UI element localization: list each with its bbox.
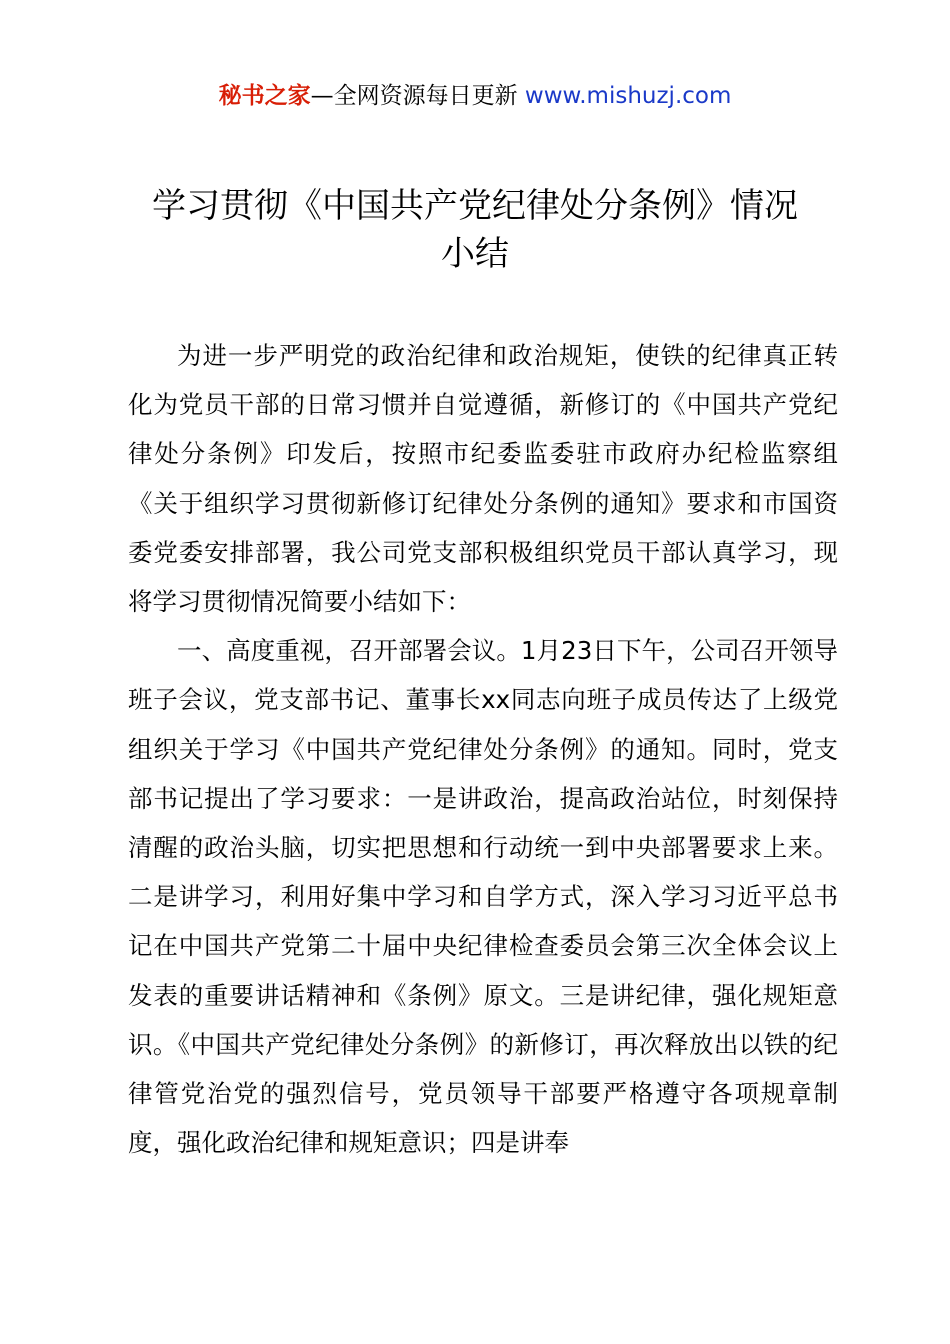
document-title (100, 182, 850, 278)
site-header (0, 78, 950, 114)
document-body (128, 331, 838, 1167)
paragraph-section-1: 一、高度重视，召开部署会议。1月23日下午，公司召开领导班子会议，党支部书记、董事长xx同志向班子成员传达了上级党组织关于学习《中国共产党纪律处分条例》的通知。同时，党支部书记提出了学习要求：一是讲政治，提高政治站位，时刻保持清醒的政治头脑，切实把思想和行动统一到中央部署要求上来。二是讲学习，利用好集中学习和自学方式，深入学习习近平总书记在中国共产党第二十届中央纪律检查委员会第三次全体会议上发表的重要讲话精神和《条例》原文。三是讲纪律，强化规矩意识。《中国共产党纪律处分条例》的新修订，再次释放出以铁的纪律管党治党的强烈信号，党员领导干部要严格遵守各项规章制度，强化政治纪律和规矩意识；四是讲奉 (128, 636, 838, 1158)
paragraph-intro: 为进一步严明党的政治纪律和政治规矩，使铁的纪律真正转化为党员干部的日常习惯并自觉遵循，新修订的《中国共产党纪律处分条例》印发后，按照市纪委监委驻市政府办纪检监察组《关于组织学习贯彻新修订纪律处分条例的通知》要求和市国资委党委安排部署，我公司党支部积极组织党员干部认真学习，现将学习贯彻情况简要小结如下： (128, 341, 838, 617)
document-title-line-2: 小结 (441, 234, 509, 274)
site-brand: 秘书之家 (218, 83, 311, 109)
site-url-link[interactable]: www.mishuzj.com (524, 83, 732, 109)
document-title-line-1: 学习贯彻《中国共产党纪律处分条例》情况 (152, 186, 798, 226)
site-tagline: —全网资源每日更新 (310, 83, 518, 109)
